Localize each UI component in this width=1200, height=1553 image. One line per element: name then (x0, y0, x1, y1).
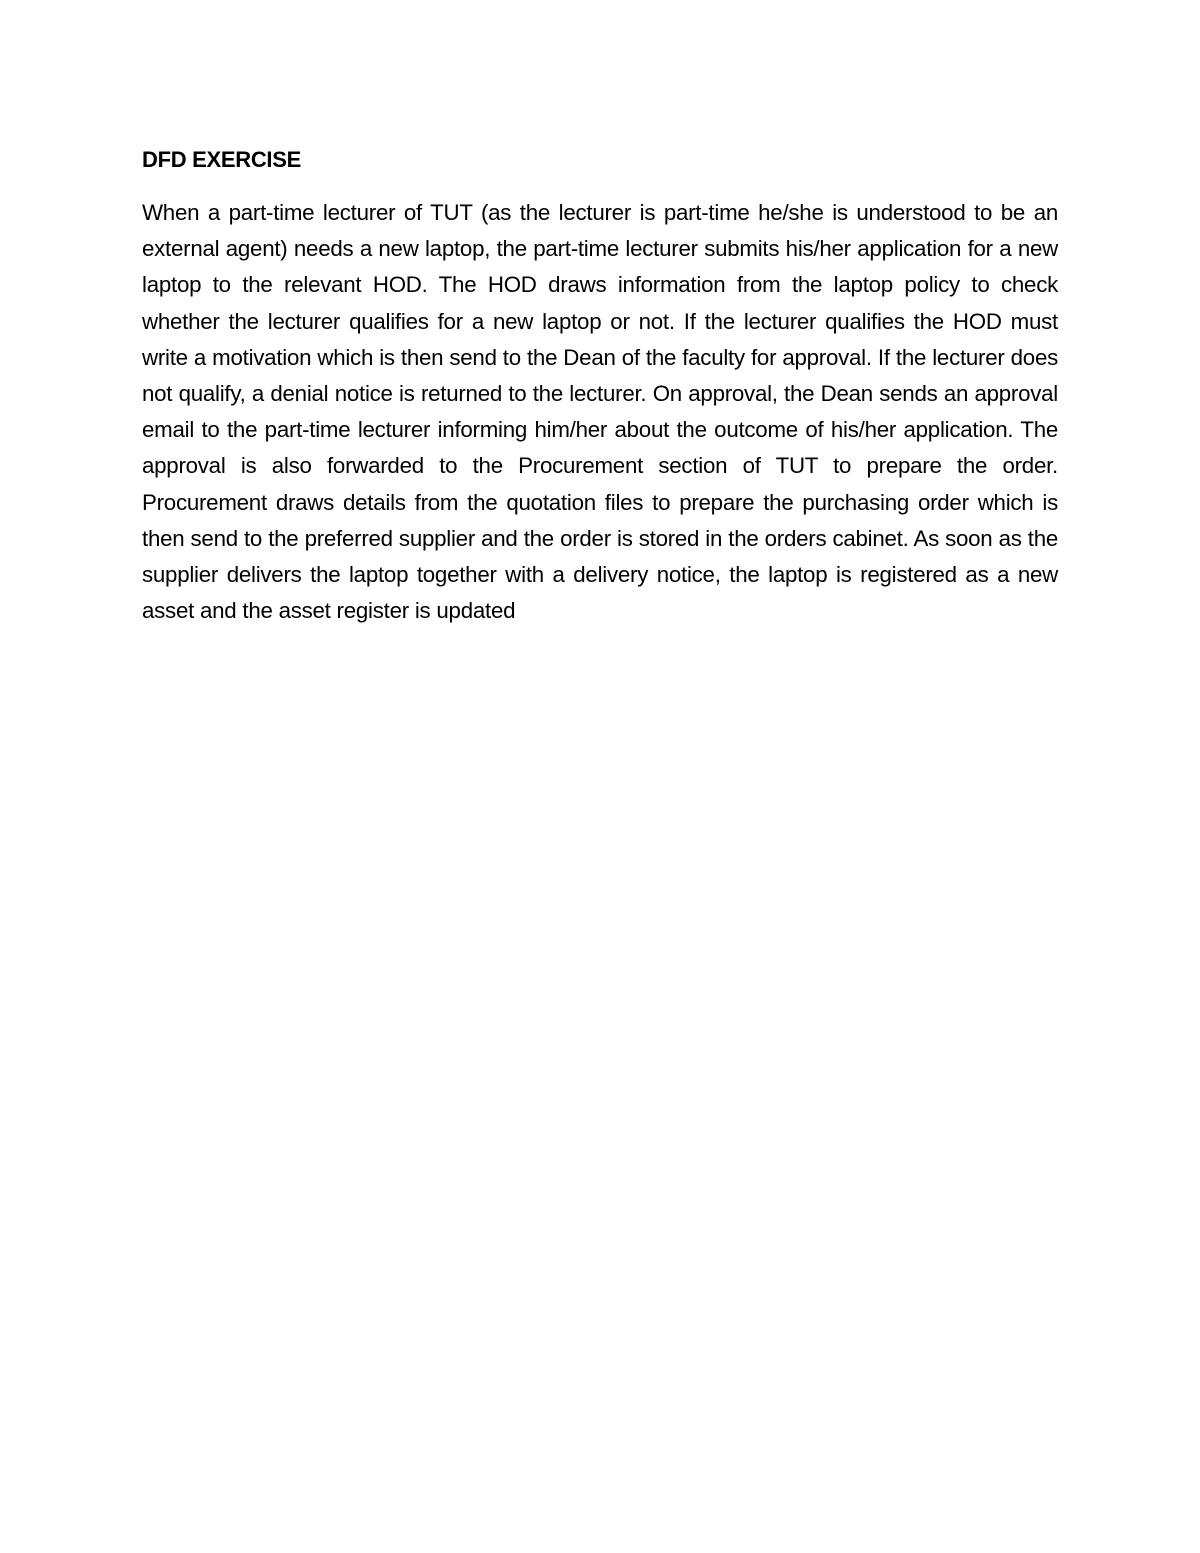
document-heading: DFD EXERCISE (142, 147, 301, 172)
document-paragraph: When a part-time lecturer of TUT (as the lecturer is part-time he/she is understood to be an external agent) needs a new laptop, the part-time lecturer submits his/her application for a new laptop to the relevant HOD. The HOD draws information from the laptop policy to check whether the lecturer qualifies for a new laptop or not. If the lecturer qualifies the HOD must write a motivation which is then send to the Dean of the faculty for approval. If the lecturer does not qualify, a denial notice is returned to the lecturer. On approval, the Dean sends an approval email to the part-time lecturer informing him/her about the outcome of his/her application. The approval is also forwarded to the Procurement section of TUT to prepare the order. Procurement draws details from the quotation files to prepare the purchasing order which is then send to the preferred supplier and the order is stored in the orders cabinet. As soon as the supplier delivers the laptop together with a delivery notice, the laptop is registered as a new asset and the asset register is updated (142, 200, 1058, 624)
